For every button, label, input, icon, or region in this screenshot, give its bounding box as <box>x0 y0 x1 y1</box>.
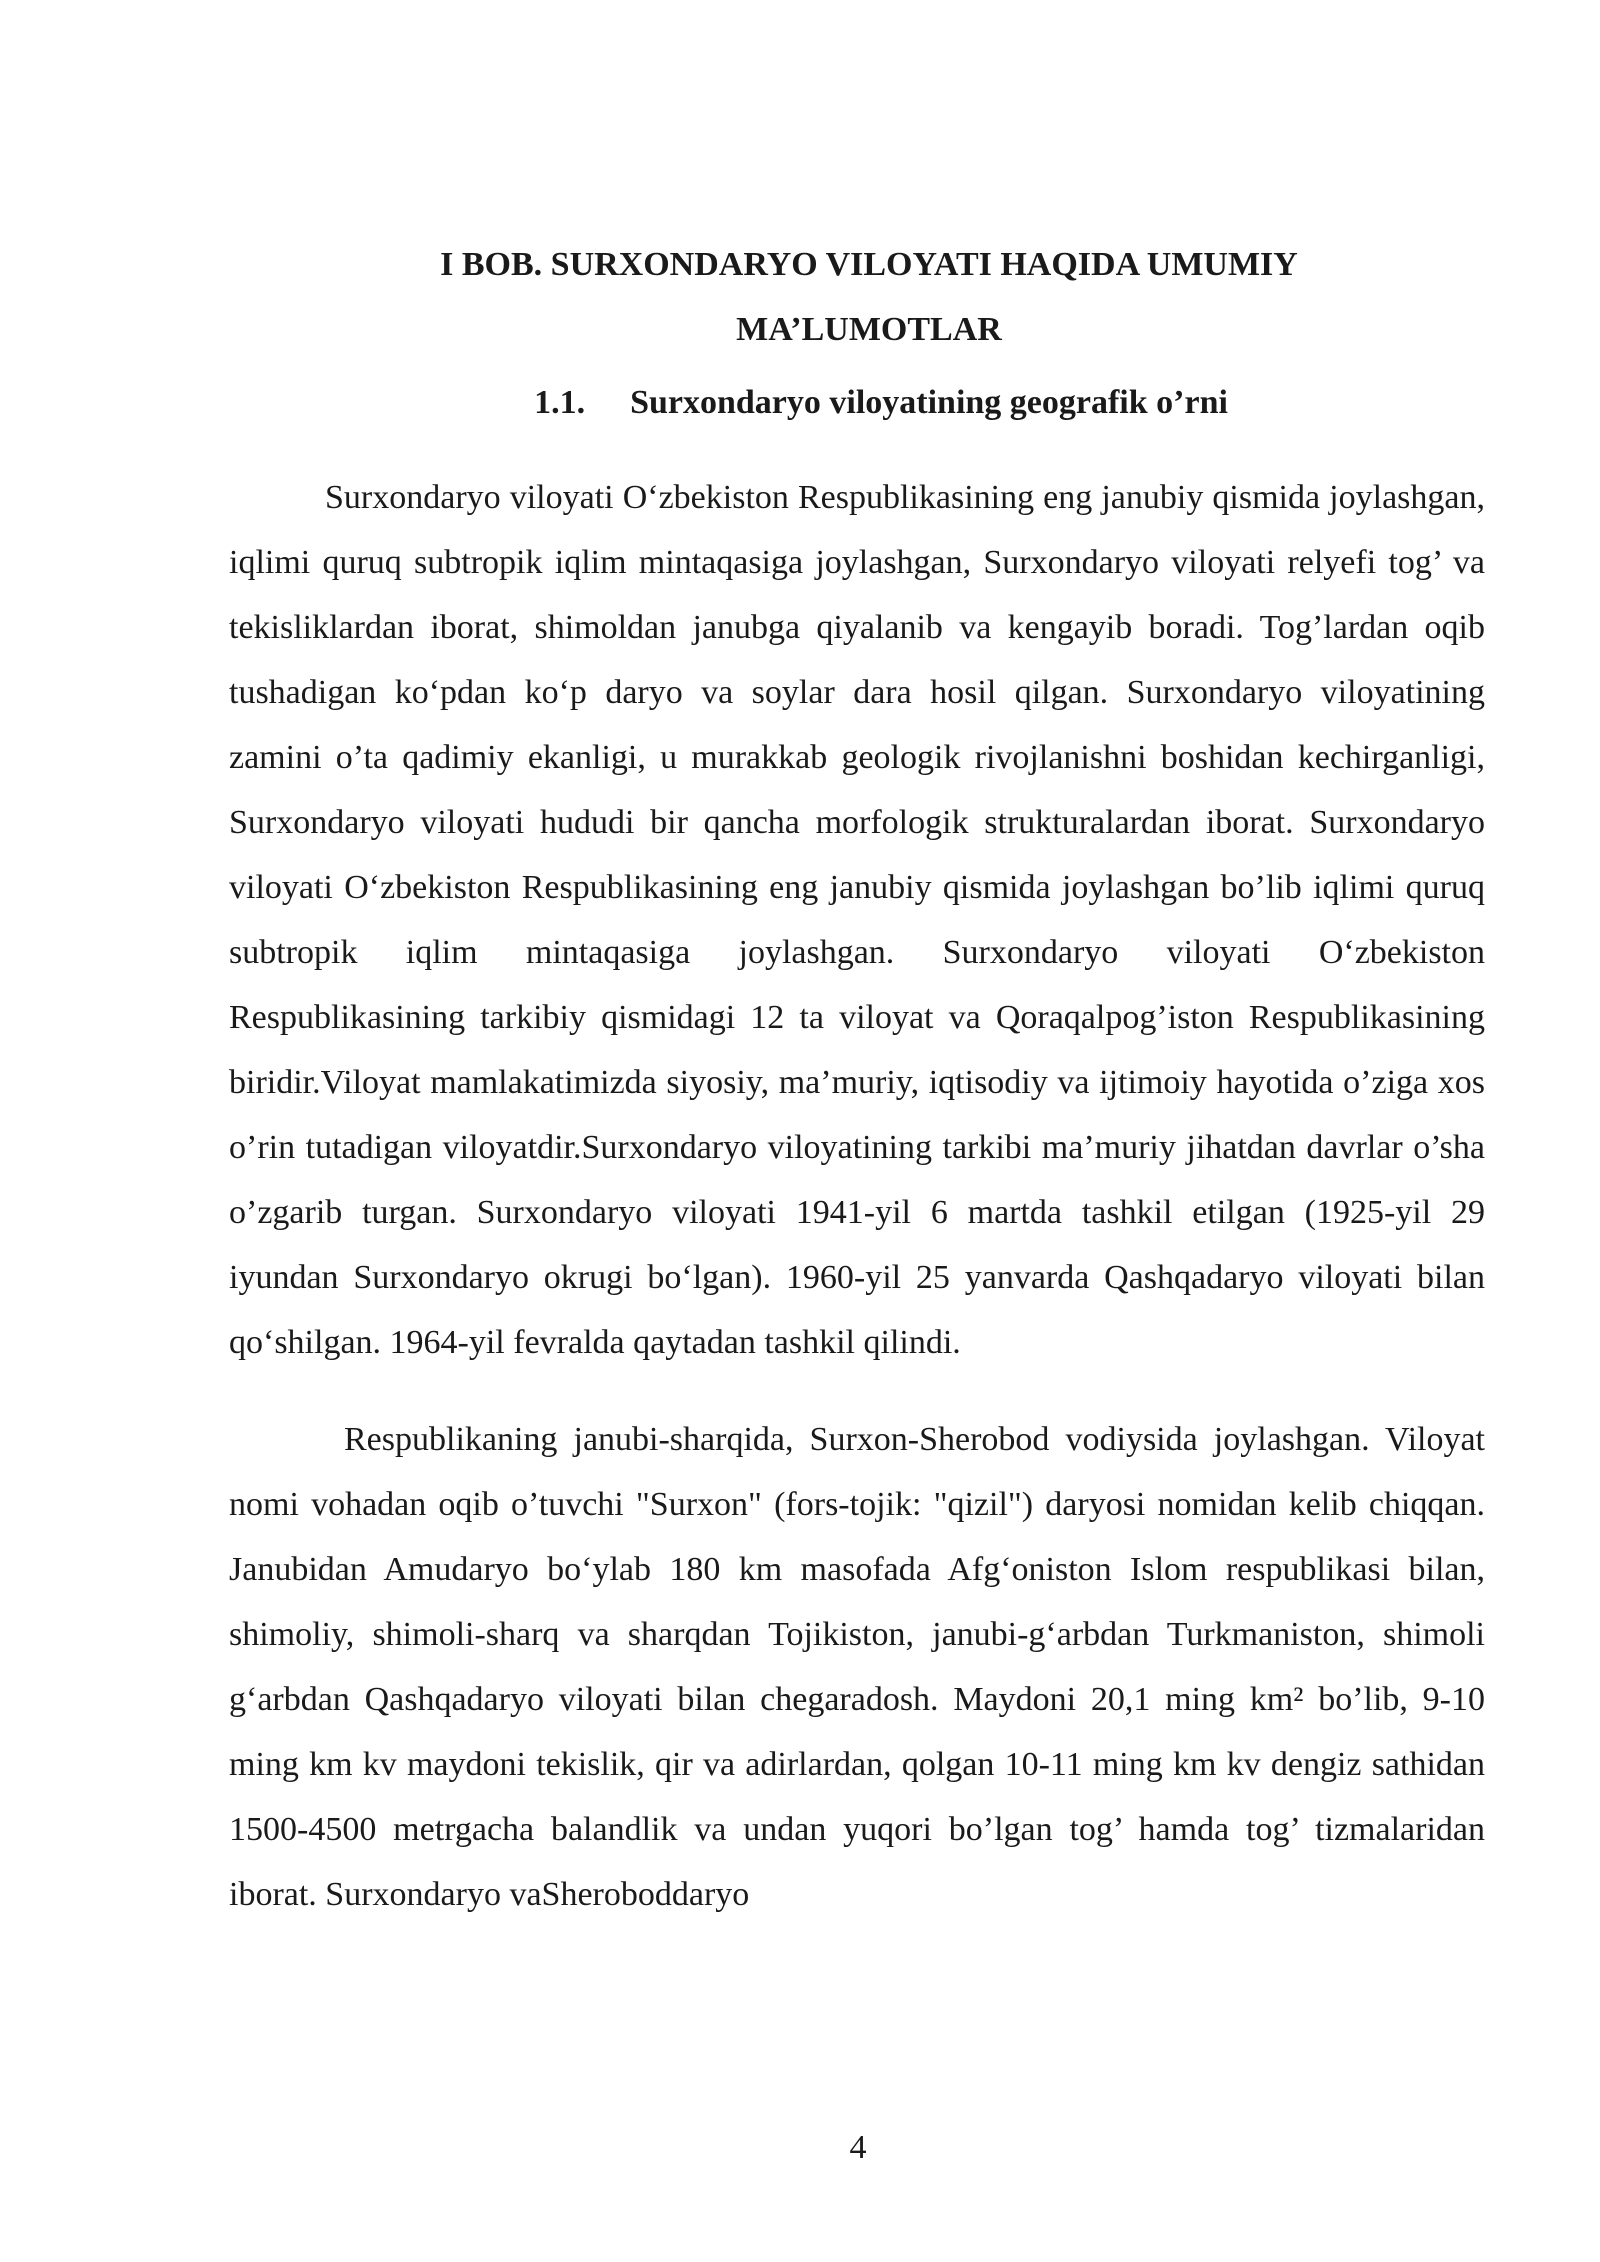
page-number: 4 <box>849 2129 867 2166</box>
body-paragraph-1: Surxondaryo viloyati O‘zbekiston Respublikasining eng janubiy qismida joylashgan, iqlimi quruq subtropik iqlim mintaqasiga joylashgan, Surxondaryo viloyati relyefi tog’ va tekisliklardan iborat, shimoldan janubga qiyalanib va kengayib boradi. Tog’lardan oqib tushadigan ko‘pdan ko‘p daryo va soylar dara hosil qilgan. Surxondaryo viloyatining zamini o’ta qadimiy ekanligi, u murakkab geologik rivojlanishni boshidan kechirganligi, Surxondaryo viloyati hududi bir qancha morfologik strukturalardan iborat. Surxondaryo viloyati O‘zbekiston Respublikasining eng janubiy qismida joylashgan bo’lib iqlimi quruq subtropik iqlim mintaqasiga joylashgan. Surxondaryo viloyati O‘zbekiston Respublikasining tarkibiy qismidagi 12 ta viloyat va Qoraqalpog’iston Respublikasining biridir.Viloyat mamlakatimizda siyosiy, ma’muriy, iqtisodiy va ijtimoiy hayotida o’ziga xos o’rin tutadigan viloyatdir.Surxondaryo viloyatining tarkibi ma’muriy jihatdan davrlar o’sha o’zgarib turgan. Surxondaryo viloyati 1941-yil 6 martda tashkil etilgan (1925-yil 29 iyundan Surxondaryo okrugi bo‘lgan). 1960-yil 25 yanvarda Qashqadaryo viloyati bilan qo‘shilgan. 1964-yil fevralda qaytadan tashkil qilindi. <box>229 479 1485 1361</box>
chapter-title <box>229 232 1485 362</box>
chapter-title-line-1: I BOB. SURXONDARYO VILOYATI HAQIDA UMUMIY <box>440 246 1298 283</box>
body-paragraph-2: Respublikaning janubi-sharqida, Surxon-Sherobod vodiysida joylashgan. Viloyat nomi vohadan oqib o’tuvchi "Surxon" (fors-tojik: "qizil") daryosi nomidan kelib chiqqan. Janubidan Amudaryo bo‘ylab 180 km masofada Afg‘oniston Islom respublikasi bilan, shimoliy, shimoli-sharq va sharqdan Tojikiston, janubi-g‘arbdan Turkmaniston, shimoli g‘arbdan Qashqadaryo viloyati bilan chegaradosh. Maydoni 20,1 ming km² bo’lib, 9-10 ming km kv maydoni tekislik, qir va adirlardan, qolgan 10-11 ming km kv dengiz sathidan 1500-4500 metrgacha balandlik va undan yuqori bo’lgan tog’ hamda tog’ tizmalaridan iborat. Surxondaryo vaSheroboddaryo <box>229 1421 1485 1913</box>
section-title: Surxondaryo viloyatining geografik o’rni <box>630 384 1228 421</box>
page-content <box>229 232 1485 1927</box>
section-heading <box>229 370 1485 435</box>
section-number: 1.1. <box>534 384 586 421</box>
chapter-title-line-2: MA’LUMOTLAR <box>736 311 1002 348</box>
